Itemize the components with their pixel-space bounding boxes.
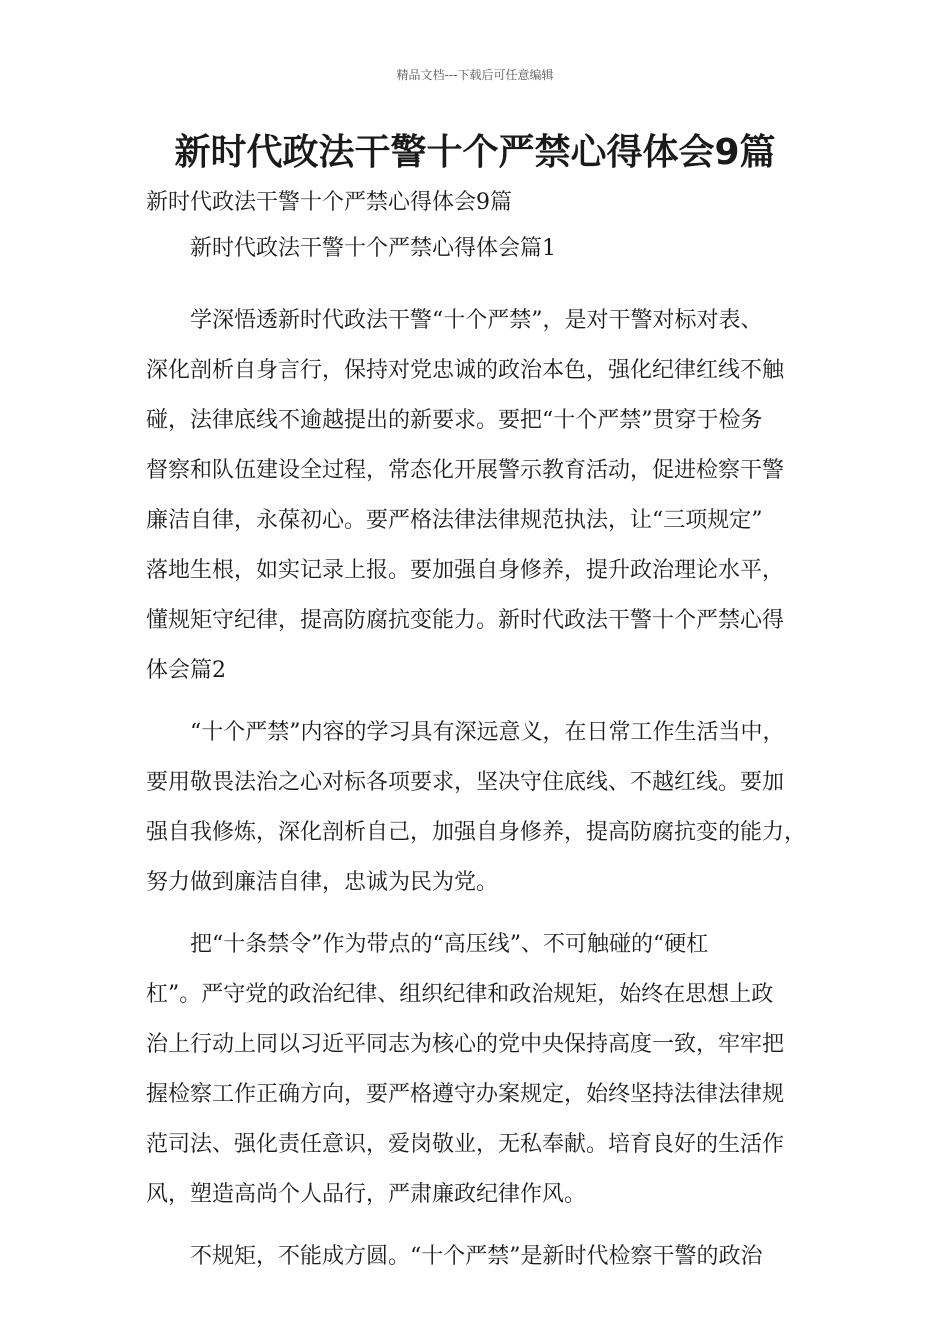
paragraph-line: 风，塑造高尚个人品行，严肃廉政纪律作风。	[146, 1182, 587, 1207]
paragraph-line: 懂规矩守纪律，提高防腐抗变能力。新时代政法干警十个严禁心得	[146, 608, 785, 633]
page-header: 精品文档---下载后可任意编辑	[396, 68, 554, 82]
paragraph	[146, 1232, 826, 1282]
paragraph-line: 碰，法律底线不逾越提出的新要求。要把“十个严禁”贯穿于检务	[146, 408, 763, 433]
document-title: 新时代政法干警十个严禁心得体会9篇	[174, 132, 776, 173]
paragraph-line: 把“十条禁令”作为带点的“高压线”、不可触碰的“硬杠	[190, 932, 709, 957]
paragraph-line: 要用敬畏法治之心对标各项要求，坚决守住底线、不越红线。要加	[146, 770, 785, 795]
document-body	[146, 180, 826, 1294]
paragraph	[146, 920, 826, 1220]
paragraph-line: “十个严禁”内容的学习具有深远意义，在日常工作生活当中，	[190, 720, 785, 745]
paragraph-line: 治上行动上同以习近平同志为核心的党中央保持高度一致，牢牢把	[146, 1032, 785, 1057]
paragraph-line: 体会篇2	[146, 658, 226, 683]
paragraph-line: 强自我修炼，深化剖析自己，加强自身修养，提高防腐抗变的能力，	[146, 820, 807, 845]
paragraph-line: 杠”。严守党的政治纪律、组织纪律和政治规矩，始终在思想上政	[146, 982, 774, 1007]
paragraph-line: 不规矩，不能成方圆。“十个严禁”是新时代检察干警的政治	[190, 1244, 763, 1269]
paragraph-line: 努力做到廉洁自律，忠诚为民为党。	[146, 870, 499, 895]
paragraph	[146, 708, 826, 908]
document-subtitle: 新时代政法干警十个严禁心得体会9篇	[146, 190, 512, 215]
paragraph	[146, 296, 826, 696]
paragraph-line: 督察和队伍建设全过程，常态化开展警示教育活动，促进检察干警	[146, 458, 785, 483]
paragraph-line: 范司法、强化责任意识，爱岗敬业，无私奉献。培育良好的生活作	[146, 1132, 785, 1157]
paragraph-line: 深化剖析自身言行，保持对党忠诚的政治本色，强化纪律红线不触	[146, 358, 785, 383]
paragraph-line: 握检察工作正确方向，要严格遵守办案规定，始终坚持法律法律规	[146, 1082, 785, 1107]
paragraph-line: 学深悟透新时代政法干警“十个严禁”，是对干警对标对表、	[190, 308, 763, 333]
paragraph-line: 落地生根，如实记录上报。要加强自身修养，提升政治理论水平，	[146, 558, 785, 583]
section-heading-1: 新时代政法干警十个严禁心得体会篇1	[190, 236, 556, 261]
paragraph-line: 廉洁自律，永葆初心。要严格法律法律规范执法，让“三项规定”	[146, 508, 763, 533]
